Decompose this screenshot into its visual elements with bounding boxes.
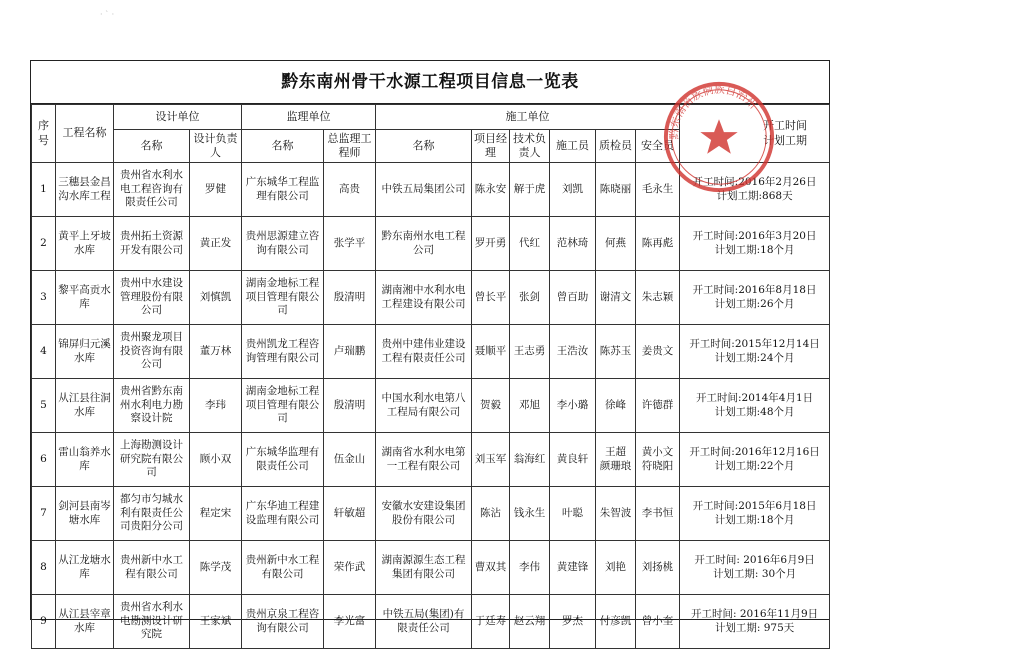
row-tech-lead: 解于虎 (510, 163, 550, 217)
row-design-lead: 李玮 (190, 379, 242, 433)
row-project: 剑河县南岑塘水库 (56, 487, 114, 541)
row-design-lead: 顾小双 (190, 433, 242, 487)
row-project: 锦屏归元溪水库 (56, 325, 114, 379)
row-builder: 罗杰 (550, 595, 596, 649)
header-qc: 质检员 (596, 130, 636, 163)
row-design-lead: 陈学茂 (190, 541, 242, 595)
row-con-name: 中铁五局(集团)有限责任公司 (376, 595, 472, 649)
row-pm: 曹双其 (472, 541, 510, 595)
row-design-lead: 程定宋 (190, 487, 242, 541)
row-design-lead: 黄正发 (190, 217, 242, 271)
row-pm: 贺毅 (472, 379, 510, 433)
row-project: 雷山翁养水库 (56, 433, 114, 487)
row-pm: 陈永安 (472, 163, 510, 217)
row-schedule: 开工时间:2015年6月18日 计划工期:18个月 (680, 487, 830, 541)
header-supervision-unit: 监理单位 (242, 105, 376, 130)
row-design-lead: 王家斌 (190, 595, 242, 649)
row-project: 从江龙塘水库 (56, 541, 114, 595)
header-sup-chief: 总监理工程师 (324, 130, 376, 163)
row-con-name: 湖南省水利水电第一工程有限公司 (376, 433, 472, 487)
row-project: 黎平高贡水库 (56, 271, 114, 325)
seal-text: 黔东南苗族侗族自治州 (667, 82, 760, 140)
row-safety: 刘扬桃 (636, 541, 680, 595)
row-qc: 朱智波 (596, 487, 636, 541)
row-schedule: 开工时间:2016年3月20日 计划工期:18个月 (680, 217, 830, 271)
row-sup-name: 广东华迪工程建设监理有限公司 (242, 487, 324, 541)
row-sup-chief: 荣作武 (324, 541, 376, 595)
table-row (32, 163, 830, 217)
row-pm: 罗开勇 (472, 217, 510, 271)
row-schedule: 开工时间: 2016年11月9日 计划工期: 975天 (680, 595, 830, 649)
header-design-name: 名称 (114, 130, 190, 163)
row-builder: 李小璐 (550, 379, 596, 433)
row-con-name: 湖南湘中水利水电工程建设有限公司 (376, 271, 472, 325)
row-schedule: 开工时间:2016年2月26日 计划工期:868天 (680, 163, 830, 217)
table-row (32, 379, 830, 433)
row-project: 黄平上牙坡水库 (56, 217, 114, 271)
table-row (32, 325, 830, 379)
row-qc: 陈晓丽 (596, 163, 636, 217)
row-tech-lead: 张剑 (510, 271, 550, 325)
document-sheet (30, 60, 830, 641)
row-builder: 黄良轩 (550, 433, 596, 487)
row-safety: 许德群 (636, 379, 680, 433)
row-builder: 王浩汝 (550, 325, 596, 379)
header-builder: 施工员 (550, 130, 596, 163)
table-row (32, 217, 830, 271)
row-project: 三穗县金昌沟水库工程 (56, 163, 114, 217)
row-sup-name: 贵州新中水工程有限公司 (242, 541, 324, 595)
document-title: 黔东南州骨干水源工程项目信息一览表 (31, 61, 829, 104)
row-sup-chief: 李光富 (324, 595, 376, 649)
row-sup-name: 湖南金地标工程项目管理有限公司 (242, 379, 324, 433)
row-sup-name: 贵州凯龙工程咨询管理有限公司 (242, 325, 324, 379)
header-construction-unit: 施工单位 (376, 105, 680, 130)
row-schedule: 开工时间: 2016年6月9日 计划工期: 30个月 (680, 541, 830, 595)
row-design-name: 贵州省黔东南州水利电力勘察设计院 (114, 379, 190, 433)
row-qc: 付彦凯 (596, 595, 636, 649)
row-pm: 曾长平 (472, 271, 510, 325)
row-design-name: 贵州新中水工程有限公司 (114, 541, 190, 595)
row-safety: 曾小奎 (636, 595, 680, 649)
header-pm: 项目经理 (472, 130, 510, 163)
row-sup-chief: 张学平 (324, 217, 376, 271)
row-design-name: 贵州聚龙项目投资咨询有限公司 (114, 325, 190, 379)
row-design-name: 贵州省水利水电工程咨询有限责任公司 (114, 163, 190, 217)
row-schedule: 开工时间:2016年8月18日 计划工期:26个月 (680, 271, 830, 325)
row-builder: 范林琦 (550, 217, 596, 271)
row-tech-lead: 王志勇 (510, 325, 550, 379)
row-tech-lead: 邓旭 (510, 379, 550, 433)
row-safety: 李书恒 (636, 487, 680, 541)
row-sup-chief: 殷清明 (324, 379, 376, 433)
row-pm: 于廷寿 (472, 595, 510, 649)
row-seq: 5 (32, 379, 56, 433)
row-sup-chief: 伍金山 (324, 433, 376, 487)
row-pm: 陈沾 (472, 487, 510, 541)
table-row (32, 595, 830, 649)
row-tech-lead: 赵云翔 (510, 595, 550, 649)
row-tech-lead: 代红 (510, 217, 550, 271)
row-seq: 1 (32, 163, 56, 217)
row-schedule: 开工时间:2015年12月14日 计划工期:24个月 (680, 325, 830, 379)
row-pm: 聂顺平 (472, 325, 510, 379)
header-design-lead: 设计负责人 (190, 130, 242, 163)
row-design-lead: 董万林 (190, 325, 242, 379)
row-design-lead: 罗健 (190, 163, 242, 217)
row-builder: 黄建锋 (550, 541, 596, 595)
row-sup-chief: 轩敏超 (324, 487, 376, 541)
row-seq: 6 (32, 433, 56, 487)
row-schedule: 开工时间:2016年12月16日 计划工期:22个月 (680, 433, 830, 487)
row-sup-name: 湖南金地标工程项目管理有限公司 (242, 271, 324, 325)
scan-specks: · ` · (100, 10, 115, 19)
header-sup-name: 名称 (242, 130, 324, 163)
row-sup-name: 广东城华工程监理有限公司 (242, 163, 324, 217)
row-safety: 陈再彪 (636, 217, 680, 271)
row-tech-lead: 翁海红 (510, 433, 550, 487)
row-pm: 刘玉军 (472, 433, 510, 487)
row-builder: 刘凯 (550, 163, 596, 217)
row-sup-name: 广东城华监理有限责任公司 (242, 433, 324, 487)
row-project: 从江县往洞水库 (56, 379, 114, 433)
row-seq: 4 (32, 325, 56, 379)
row-con-name: 中国水利水电第八工程局有限公司 (376, 379, 472, 433)
row-sup-chief: 殷清明 (324, 271, 376, 325)
row-design-lead: 刘慎凯 (190, 271, 242, 325)
row-con-name: 中铁五局集团公司 (376, 163, 472, 217)
header-seq: 序号 (32, 105, 56, 163)
row-safety: 黄小文 符晓阳 (636, 433, 680, 487)
table-row (32, 541, 830, 595)
row-tech-lead: 钱永生 (510, 487, 550, 541)
row-design-name: 都匀市匀城水利有限责任公司贵阳分公司 (114, 487, 190, 541)
table-row (32, 271, 830, 325)
row-seq: 3 (32, 271, 56, 325)
row-sup-chief: 高贵 (324, 163, 376, 217)
row-builder: 曾百助 (550, 271, 596, 325)
row-safety: 姜贵文 (636, 325, 680, 379)
row-con-name: 黔东南州水电工程公司 (376, 217, 472, 271)
header-con-name: 名称 (376, 130, 472, 163)
row-schedule: 开工时间:2014年4月1日 计划工期:48个月 (680, 379, 830, 433)
row-design-name: 贵州省水利水电勘测设计研究院 (114, 595, 190, 649)
row-seq: 2 (32, 217, 56, 271)
row-qc: 谢清文 (596, 271, 636, 325)
header-project-name: 工程名称 (56, 105, 114, 163)
row-seq: 9 (32, 595, 56, 649)
row-tech-lead: 李伟 (510, 541, 550, 595)
table-body (32, 163, 830, 649)
row-qc: 何燕 (596, 217, 636, 271)
row-con-name: 湖南源源生态工程集团有限公司 (376, 541, 472, 595)
row-qc: 刘艳 (596, 541, 636, 595)
row-con-name: 贵州中建伟业建设工程有限责任公司 (376, 325, 472, 379)
row-sup-chief: 卢瑞鹏 (324, 325, 376, 379)
row-qc: 陈苏玉 (596, 325, 636, 379)
row-project: 从江县宰章水库 (56, 595, 114, 649)
project-table (31, 104, 830, 649)
row-con-name: 安徽水安建设集团股份有限公司 (376, 487, 472, 541)
row-qc: 王超 颜珊琅 (596, 433, 636, 487)
row-design-name: 贵州拓土资源开发有限公司 (114, 217, 190, 271)
header-tech-lead: 技术负责人 (510, 130, 550, 163)
row-qc: 徐峰 (596, 379, 636, 433)
row-seq: 7 (32, 487, 56, 541)
row-design-name: 上海勘测设计研究院有限公司 (114, 433, 190, 487)
row-sup-name: 贵州思源建立咨询有限公司 (242, 217, 324, 271)
header-safety: 安全员 (636, 130, 680, 163)
row-safety: 朱志颖 (636, 271, 680, 325)
header-design-unit: 设计单位 (114, 105, 242, 130)
row-safety: 毛永生 (636, 163, 680, 217)
row-sup-name: 贵州京泉工程咨询有限公司 (242, 595, 324, 649)
row-builder: 叶聪 (550, 487, 596, 541)
row-seq: 8 (32, 541, 56, 595)
row-design-name: 贵州中水建设管理股份有限公司 (114, 271, 190, 325)
table-row (32, 487, 830, 541)
table-row (32, 433, 830, 487)
header-schedule: 开工时间 计划工期 (680, 105, 830, 163)
